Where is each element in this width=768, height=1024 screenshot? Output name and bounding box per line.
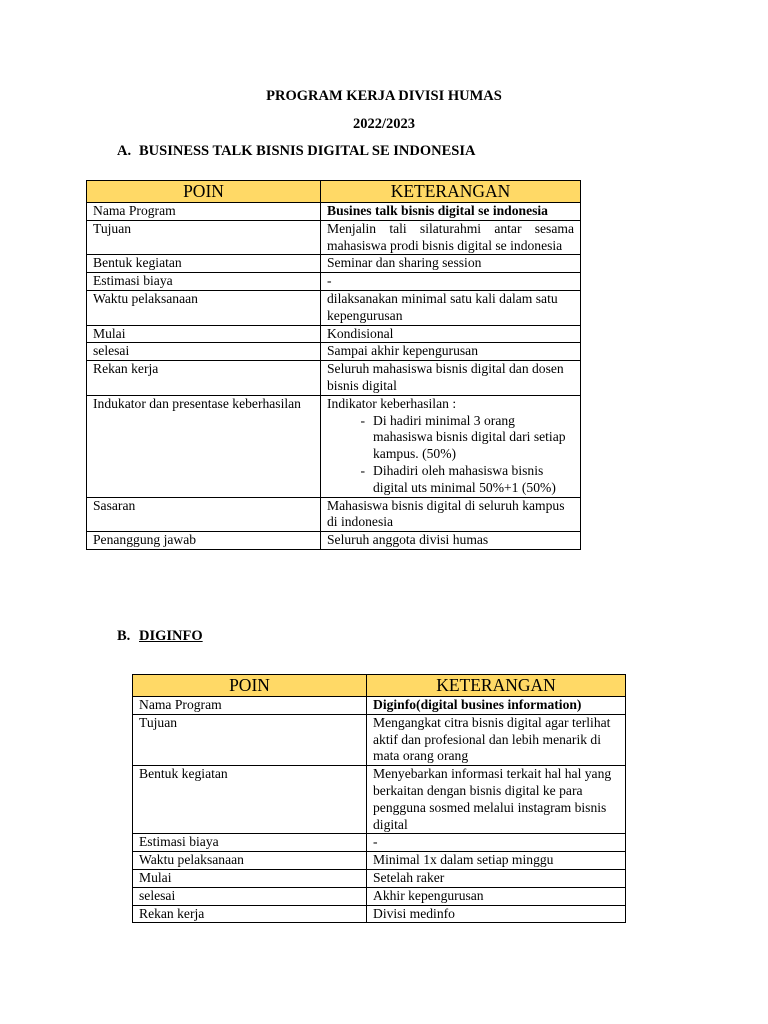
table-row <box>87 220 581 255</box>
table-row <box>87 255 581 273</box>
keterangan-cell: - <box>367 834 626 852</box>
poin-cell: Bentuk kegiatan <box>87 255 321 273</box>
table-header-row <box>87 181 581 203</box>
table-header-row <box>133 675 626 697</box>
table-row <box>133 834 626 852</box>
poin-cell: Rekan kerja <box>133 905 367 923</box>
poin-cell: selesai <box>87 343 321 361</box>
poin-cell: Waktu pelaksanaan <box>87 290 321 325</box>
column-header-keterangan: KETERANGAN <box>321 181 581 203</box>
keterangan-cell: Setelah raker <box>367 869 626 887</box>
document-year: 2022/2023 <box>352 116 416 132</box>
poin-cell: Rekan kerja <box>87 361 321 396</box>
section-a-title: BUSINESS TALK BISNIS DIGITAL SE INDONESIA <box>139 143 476 159</box>
table-row <box>133 887 626 905</box>
keterangan-cell: Kondisional <box>321 325 581 343</box>
poin-cell: Penanggung jawab <box>87 532 321 550</box>
section-b-letter: B. <box>117 628 131 644</box>
column-header-poin: POIN <box>133 675 367 697</box>
poin-cell: Tujuan <box>87 220 321 255</box>
table-row <box>87 325 581 343</box>
indicator-list <box>327 413 574 497</box>
indicator-heading: Indikator keberhasilan : <box>327 395 457 411</box>
keterangan-cell: - <box>321 273 581 291</box>
dash-bullet: - <box>360 462 365 478</box>
table-row <box>133 697 626 715</box>
list-item <box>327 463 574 497</box>
column-header-poin: POIN <box>87 181 321 203</box>
poin-cell: Bentuk kegiatan <box>133 766 367 834</box>
table-row <box>87 203 581 221</box>
keterangan-cell: Seluruh anggota divisi humas <box>321 532 581 550</box>
poin-cell: Tujuan <box>133 714 367 765</box>
keterangan-cell: Minimal 1x dalam setiap minggu <box>367 852 626 870</box>
keterangan-cell: Divisi medinfo <box>367 905 626 923</box>
poin-cell: Waktu pelaksanaan <box>133 852 367 870</box>
keterangan-cell: Mahasiswa bisnis digital di seluruh kampus di indonesia <box>321 497 581 532</box>
table-row <box>87 361 581 396</box>
list-item <box>327 413 574 463</box>
poin-cell: Nama Program <box>133 697 367 715</box>
table-row <box>87 290 581 325</box>
column-header-keterangan: KETERANGAN <box>367 675 626 697</box>
keterangan-cell: Sampai akhir kepengurusan <box>321 343 581 361</box>
poin-cell: Mulai <box>87 325 321 343</box>
dash-bullet: - <box>360 412 365 428</box>
keterangan-cell <box>321 395 581 497</box>
document-title: PROGRAM KERJA DIVISI HUMAS <box>266 88 502 104</box>
section-b-heading <box>117 627 203 645</box>
section-b-title: DIGINFO <box>139 628 203 644</box>
keterangan-cell: Mengangkat citra bisnis digital agar terlihat aktif dan profesional dan lebih menarik di mata orang orang <box>367 714 626 765</box>
keterangan-cell: Menjalin tali silaturahmi antar sesama mahasiswa prodi bisnis digital se indonesia <box>321 220 581 255</box>
list-item-text: Dihadiri oleh mahasiswa bisnis digital uts minimal 50%+1 (50%) <box>373 462 556 495</box>
keterangan-cell: Busines talk bisnis digital se indonesia <box>321 203 581 221</box>
table-row <box>87 343 581 361</box>
keterangan-cell: Seminar dan sharing session <box>321 255 581 273</box>
table-row <box>133 905 626 923</box>
table-row <box>87 395 581 497</box>
table-row <box>87 532 581 550</box>
section-a-heading <box>117 142 475 160</box>
poin-cell: Estimasi biaya <box>133 834 367 852</box>
keterangan-cell: Akhir kepengurusan <box>367 887 626 905</box>
table-row <box>133 766 626 834</box>
poin-cell: selesai <box>133 887 367 905</box>
poin-cell: Estimasi biaya <box>87 273 321 291</box>
table-row <box>87 273 581 291</box>
table-row <box>133 852 626 870</box>
list-item-text: Di hadiri minimal 3 orang mahasiswa bisnis digital dari setiap kampus. (50%) <box>373 412 566 462</box>
table-row <box>133 714 626 765</box>
poin-cell: Mulai <box>133 869 367 887</box>
table-row <box>133 869 626 887</box>
section-a-letter: A. <box>117 143 132 159</box>
table-row <box>87 497 581 532</box>
keterangan-cell: Seluruh mahasiswa bisnis digital dan dosen bisnis digital <box>321 361 581 396</box>
keterangan-cell: Menyebarkan informasi terkait hal hal yang berkaitan dengan bisnis digital ke para pengguna sosmed melalui instagram bisnis digital <box>367 766 626 834</box>
poin-cell: Sasaran <box>87 497 321 532</box>
section-b-table <box>132 674 626 923</box>
keterangan-cell: dilaksanakan minimal satu kali dalam satu kepengurusan <box>321 290 581 325</box>
poin-cell: Indukator dan presentase keberhasilan <box>87 395 321 497</box>
keterangan-cell: Diginfo(digital busines information) <box>367 697 626 715</box>
poin-cell: Nama Program <box>87 203 321 221</box>
section-a-table <box>86 180 581 550</box>
